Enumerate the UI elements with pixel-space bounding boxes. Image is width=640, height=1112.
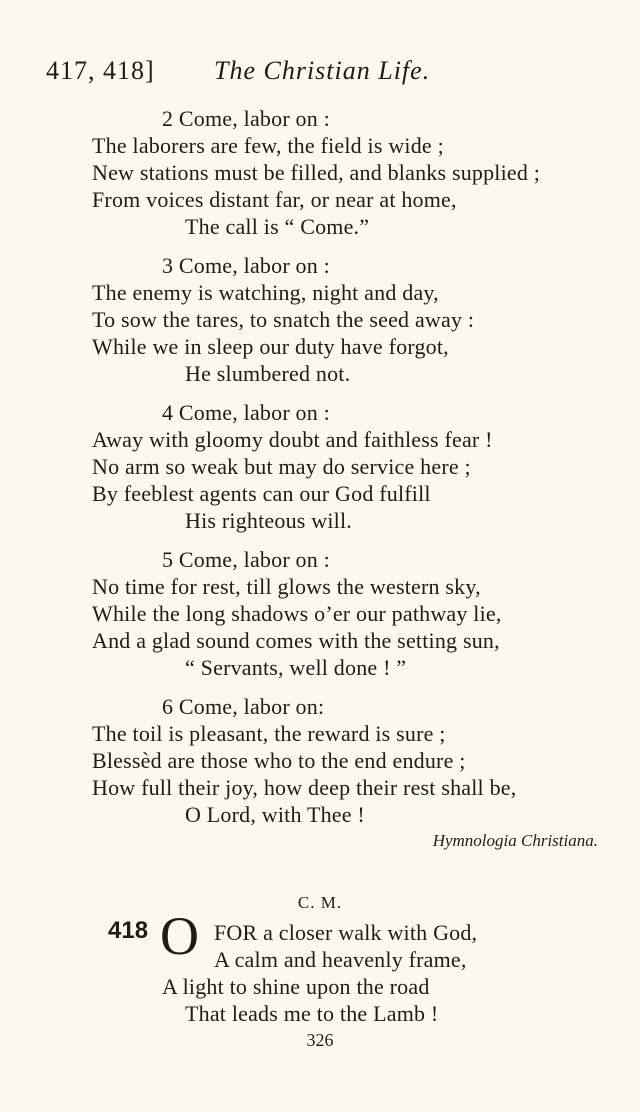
verse-line: A light to shine upon the road xyxy=(162,974,430,999)
refrain-line: He slumbered not. xyxy=(185,361,351,386)
page-header xyxy=(46,56,606,92)
verse-line: By feeblest agents can our God fulfill xyxy=(92,481,431,506)
verse-line: While we in sleep our duty have forgot, xyxy=(92,334,449,359)
verse-line: New stations must be filled, and blanks supplied ; xyxy=(92,160,541,185)
stanza-number-line: 2 Come, labor on : xyxy=(162,106,330,131)
stanza-number-line: 6 Come, labor on: xyxy=(162,694,325,719)
stanza-number-line: 5 Come, labor on : xyxy=(162,547,330,572)
meter-label: C. M. xyxy=(297,893,343,912)
verse-line: A calm and heavenly frame, xyxy=(214,947,467,972)
verse-line: From voices distant far, or near at home, xyxy=(92,187,457,212)
verse-line: No time for rest, till glows the western sky, xyxy=(92,574,481,599)
hymn-attribution: Hymnologia Christiana. xyxy=(432,831,598,850)
verse-line: And a glad sound comes with the setting sun, xyxy=(92,628,500,653)
verse-line: The toil is pleasant, the reward is sure ; xyxy=(92,721,446,746)
verse-line: How full their joy, how deep their rest shall be, xyxy=(92,775,517,800)
refrain-line: O Lord, with Thee ! xyxy=(185,802,365,827)
verse-line: To sow the tares, to snatch the seed away : xyxy=(92,307,475,332)
running-title: The Christian Life. xyxy=(214,56,431,85)
refrain-line: His righteous will. xyxy=(185,508,352,533)
drop-cap: O xyxy=(160,906,199,966)
stanza-number-line: 4 Come, labor on : xyxy=(162,400,330,425)
verse-line: The laborers are few, the field is wide ; xyxy=(92,133,444,158)
verse-line: No arm so weak but may do service here ; xyxy=(92,454,471,479)
verse-line: Away with gloomy doubt and faithless fear ! xyxy=(92,427,493,452)
header-hymn-numbers: 417, 418] xyxy=(46,56,155,85)
verse-line: FOR a closer walk with God, xyxy=(214,920,478,945)
stanza-number-line: 3 Come, labor on : xyxy=(162,253,330,278)
verse-line: While the long shadows o’er our pathway lie, xyxy=(92,601,502,626)
verse-line: That leads me to the Lamb ! xyxy=(185,1001,439,1026)
verse-line: The enemy is watching, night and day, xyxy=(92,280,439,305)
hymn-number: 418 xyxy=(108,917,149,944)
refrain-line: The call is “ Come.” xyxy=(185,214,370,239)
refrain-line: “ Servants, well done ! ” xyxy=(185,655,407,680)
verse-line: Blessèd are those who to the end endure ; xyxy=(92,748,466,773)
page-number: 326 xyxy=(306,1030,334,1050)
